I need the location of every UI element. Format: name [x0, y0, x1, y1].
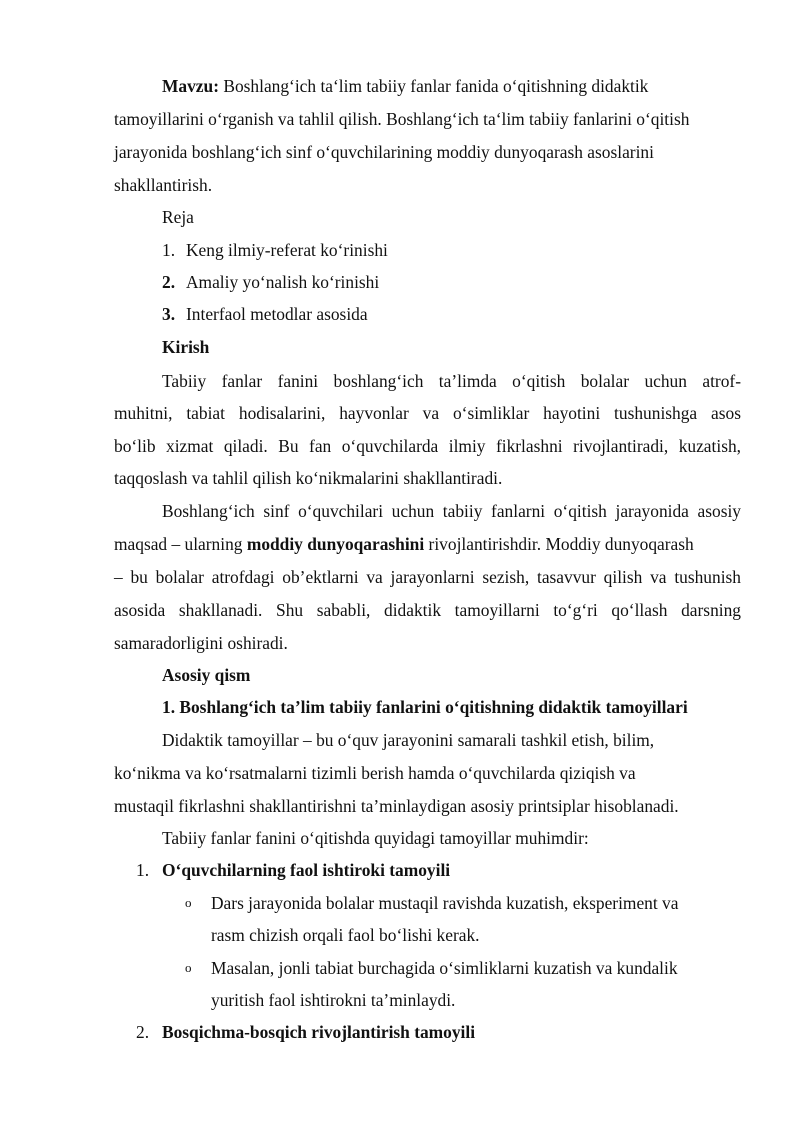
intro-p2-line-3: – bu bolalar atrofdagi ob’ektlarni va jarayonlarni sezish, tasavvur qilish va tushunish [114, 567, 741, 587]
intro-p2-line-1: Boshlang‘ich sinf o‘quvchilari uchun tabiiy fanlarni o‘qitish jarayonida asosiy [162, 501, 741, 521]
plan-item-3-number: 3. [162, 304, 176, 324]
intro-p1-line-1: Tabiiy fanlar fanini boshlang‘ich ta’limda o‘qitish bolalar uchun atrof- [162, 371, 741, 391]
topic-text: Boshlang‘ich ta‘lim tabiiy fanlar fanida o‘qitishning didaktik [223, 76, 649, 96]
plan-item-1: Keng ilmiy-referat ko‘rinishi [186, 240, 388, 260]
topic-line-1 [162, 74, 741, 98]
principle-2-number: 2. [136, 1022, 150, 1042]
principle-2-title: Bosqichma-bosqich rivojlantirish tamoyili [162, 1022, 476, 1042]
plan-item-3: Interfaol metodlar asosida [186, 304, 368, 324]
topic-line-4: shakllantirish. [114, 175, 213, 195]
principle-1-bullet-2-line-1: Masalan, jonli tabiat burchagida o‘simliklarni kuzatish va kundalik [211, 958, 678, 978]
definition-line-3: mustaqil fikrlashni shakllantirishni ta’minlaydigan asosiy printsiplar hisoblanadi. [114, 796, 679, 816]
topic-label: Mavzu: [162, 76, 219, 96]
main-heading: Asosiy qism [162, 665, 251, 685]
principle-1-title: O‘quvchilarning faol ishtiroki tamoyili [162, 860, 451, 880]
intro-p2-line-2 [114, 532, 741, 556]
intro-p2-post: rivojlantirishdir. Moddiy dunyoqarash [424, 534, 694, 554]
plan-item-2: Amaliy yo‘nalish ko‘rinishi [186, 272, 380, 292]
plan-item-1-number: 1. [162, 240, 176, 260]
intro-p2-line-5: samaradorligini oshiradi. [114, 633, 288, 653]
main-subheading: 1. Boshlang‘ich ta’lim tabiiy fanlarini o‘qitishning didaktik tamoyillari [162, 697, 688, 717]
intro-heading: Kirish [162, 337, 210, 357]
bullet-icon: o [185, 960, 192, 975]
principle-1-bullet-2-line-2: yuritish faol ishtirokni ta’minlaydi. [211, 990, 456, 1010]
principles-lead: Tabiiy fanlar fanini o‘qitishda quyidagi tamoyillar muhimdir: [162, 828, 589, 848]
plan-title: Reja [162, 207, 194, 227]
topic-line-3: jarayonida boshlang‘ich sinf o‘quvchilarining moddiy dunyoqarash asoslarini [114, 142, 654, 162]
intro-p1-line-3: bo‘lib xizmat qiladi. Bu fan o‘quvchilarda ilmiy fikrlashni rivojlantiradi, kuzatish, [114, 436, 741, 456]
principle-1-number: 1. [136, 860, 150, 880]
principle-1-bullet-1-line-2: rasm chizish orqali faol bo‘lishi kerak. [211, 925, 480, 945]
intro-p1-line-4: taqqoslash va tahlil qilish ko‘nikmalarini shakllantiradi. [114, 468, 503, 488]
intro-p2-line-4: asosida shakllanadi. Shu sababli, didaktik tamoyillarni to‘g‘ri qo‘llash darsning [114, 600, 741, 620]
intro-p2-pre: maqsad – ularning [114, 534, 247, 554]
definition-line-2: ko‘nikma va ko‘rsatmalarni tizimli berish hamda o‘quvchilarda qiziqish va [114, 763, 636, 783]
topic-line-2: tamoyillarini o‘rganish va tahlil qilish. Boshlang‘ich ta‘lim tabiiy fanlarini o‘qitish [114, 109, 690, 129]
principle-1-bullet-1-line-1: Dars jarayonida bolalar mustaqil ravishda kuzatish, eksperiment va [211, 893, 679, 913]
bullet-icon: o [185, 895, 192, 910]
plan-item-2-number: 2. [162, 272, 176, 292]
intro-p1-line-2: muhitni, tabiat hodisalarini, hayvonlar va o‘simliklar hayotini tushunishga asos [114, 403, 741, 423]
definition-line-1: Didaktik tamoyillar – bu o‘quv jarayonini samarali tashkil etish, bilim, [162, 730, 655, 750]
intro-p2-bold: moddiy dunyoqarashini [246, 534, 425, 554]
